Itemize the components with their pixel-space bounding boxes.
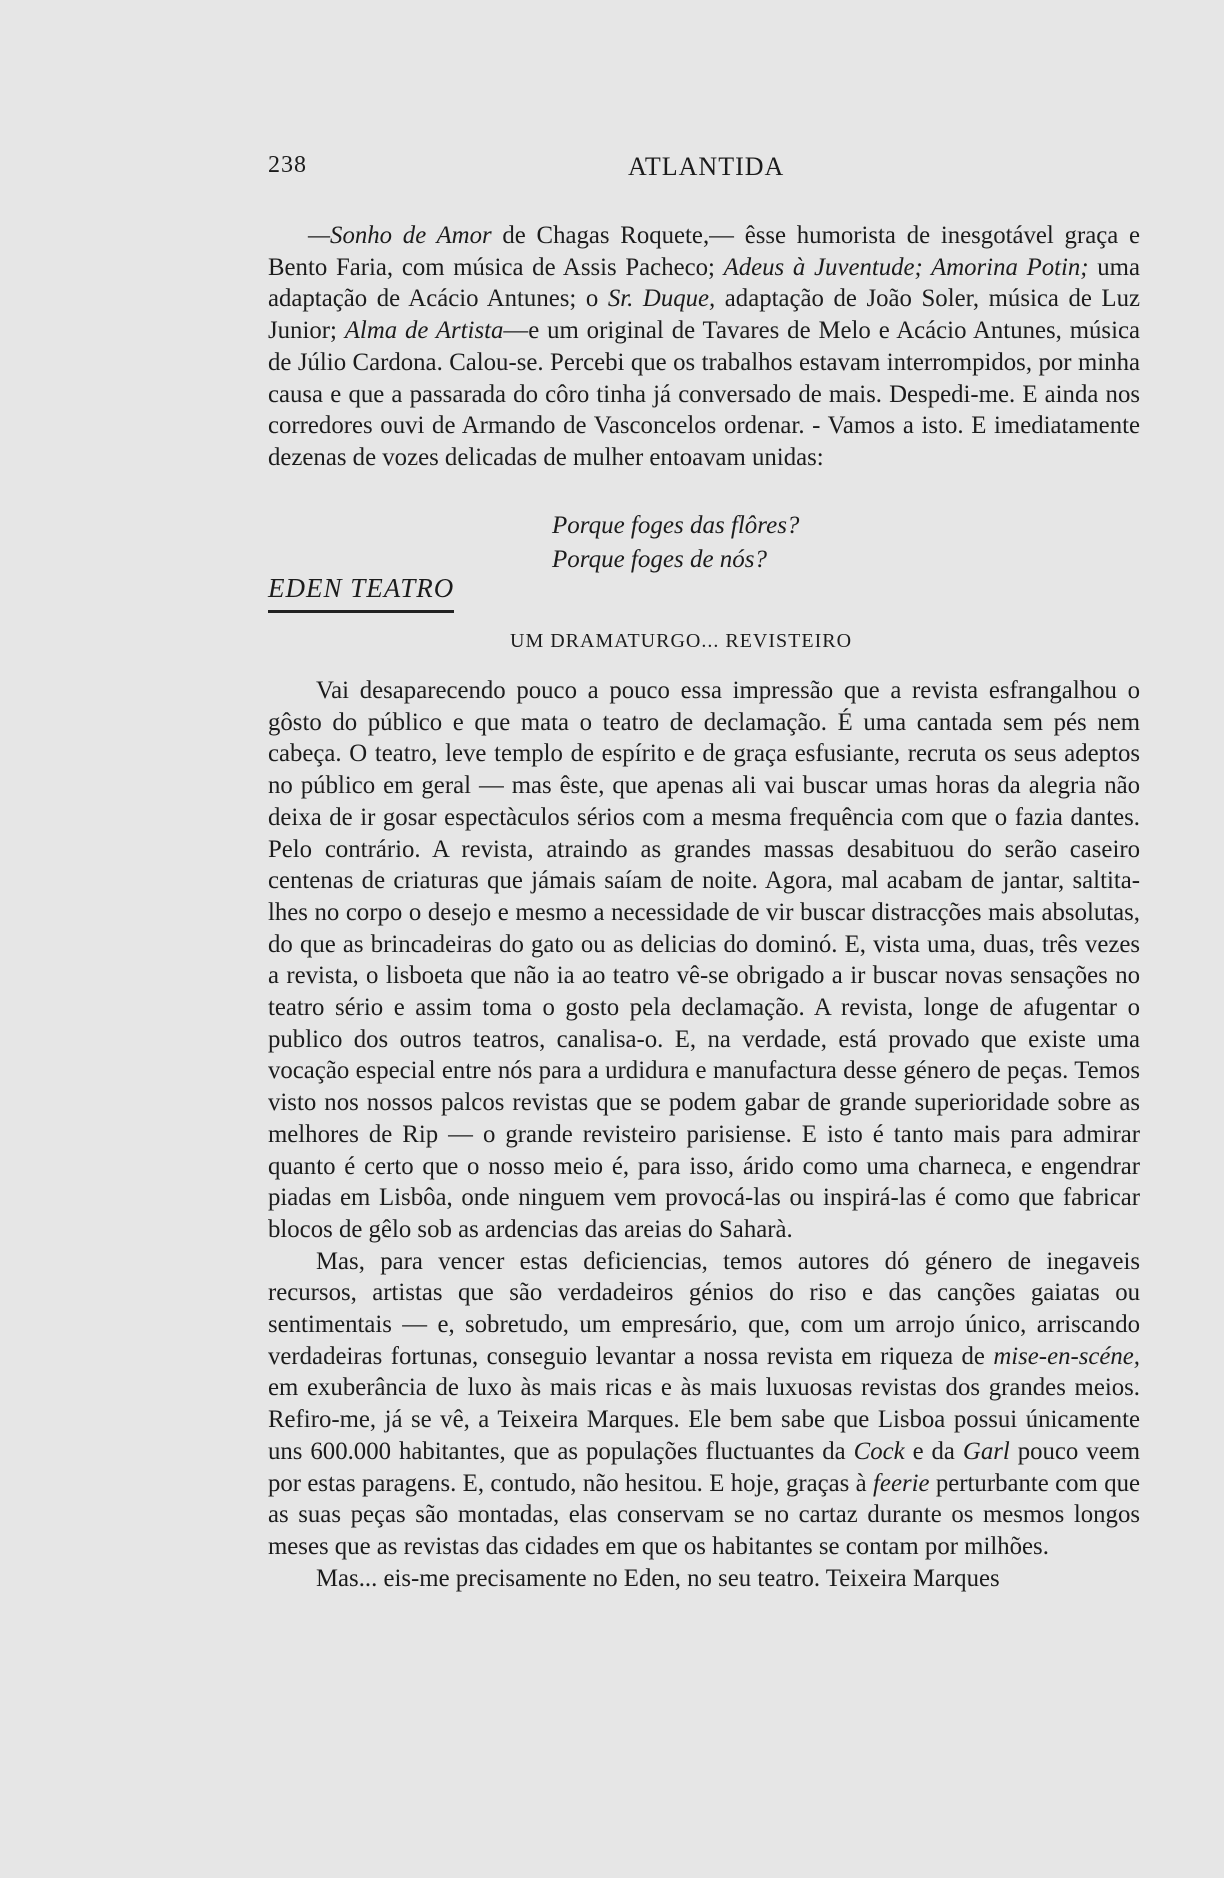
verse-line: Porque foges de nós? — [552, 546, 768, 573]
running-title: ATLANTIDA — [628, 152, 785, 181]
italic-term: mise-en-scéne, — [993, 1342, 1140, 1370]
text-run: perturbante com que as suas peças são montadas, elas conservam se no cartaz durante os mesmos longos meses que as revistas das cidades em que os habitantes se contam por milhões. — [268, 1469, 1141, 1560]
italic-term: Garl — [962, 1437, 1010, 1465]
intro-block — [268, 220, 1140, 474]
text-run: pouco veem por estas paragens. E, contudo, não hesitou. E hoje, graças à — [268, 1437, 1140, 1497]
italic-term: Cock — [853, 1437, 905, 1465]
work-title: Sr. Duque, — [607, 285, 716, 313]
text-run: em exuberância de luxo às mais ricas e às mais luxuosas revistas dos grandes meios. Refiro-me, já se vê, a Teixeira Marques. Ele bem sabe que Lisboa possui únicamente uns 600.000 habitantes, que as populações fluctuantes da — [268, 1374, 1140, 1465]
text-run: uma adaptação de Acácio Antunes; o — [268, 253, 1140, 313]
text-run: adaptação de João Soler, música de Luz Junior; — [268, 285, 1140, 345]
article-body — [268, 675, 1140, 1594]
text-run: de Chagas Roquete,— êsse humorista de inesgotável graça e Bento Faria, com música de Assis Pacheco; — [268, 222, 1140, 281]
work-title: —Sonho de Amor — [308, 222, 492, 249]
page-number: 238 — [268, 152, 307, 178]
verse-line: Porque foges das flôres? — [552, 512, 800, 539]
work-title: Alma de Artista — [344, 317, 504, 345]
song-verse — [552, 509, 799, 577]
text-run: Mas, para vencer estas deficiencias, temos autores dó género de inegaveis recursos, artistas que são verdadeiros génios do riso e das canções gaiatas ou sentimentais — e, sobretudo, um empresário, que, com um arrojo único, arriscando verdadeiras fortunas, conseguio levantar a nossa revista em riqueza de — [268, 1247, 1140, 1370]
page-header — [268, 152, 1138, 192]
text-run: e da — [904, 1437, 963, 1465]
section-title: EDEN TEATRO — [268, 573, 454, 613]
section-subheading: UM DRAMATURGO... REVISTEIRO — [510, 630, 853, 652]
text-run: Mas... eis-me precisamente no Eden, no seu teatro. Teixeira Marques — [316, 1564, 1000, 1592]
body-paragraph — [268, 1246, 1140, 1563]
intro-paragraph — [268, 220, 1140, 474]
text-run: —e um original de Tavares de Melo e Acácio Antunes, música de Júlio Cardona. Calou-se. Percebi que os trabalhos estavam interrompidos, por minha causa e que a passarada do côro tinha já conversado de mais. Despedi-me. E ainda nos corredores ouvi de Armando de Vasconcelos ordenar. - Vamos a isto. E imediatamente dezenas de vozes delicadas de mulher entoavam unidas: — [268, 317, 1140, 471]
body-paragraph — [268, 675, 1140, 1246]
body-paragraph — [268, 1563, 1140, 1595]
work-title: Adeus à Juventude; Amorina Potin; — [723, 253, 1089, 281]
italic-term: feerie — [873, 1469, 930, 1497]
text-run: Vai desaparecendo pouco a pouco essa impressão que a revista esfrangalhou o gôsto do público e que mata o teatro de declamação. É uma cantada sem pés nem cabeça. O teatro, leve templo de espírito e de graça esfusiante, recruta os seus adeptos no público em geral — mas êste, que apenas ali vai buscar umas horas da alegria não deixa de ir gosar espectàculos sérios com a mesma frequência com que o fazia dantes. Pelo contrário. A revista, atraindo as grandes massas desabituou do serão caseiro centenas de criaturas que jámais saíam de noite. Agora, mal acabam de jantar, saltita-lhes no corpo o desejo e mesmo a necessidade de vir buscar distracções mais absolutas, do que as brincadeiras do gato ou as delicias do dominó. E, vista uma, duas, três vezes a revista, o lisboeta que não ia ao teatro vê-se obrigado a ir buscar novas sensações no teatro sério e assim toma o gosto pela declamação. A revista, longe de afugentar o publico dos outros teatros, canalisa-o. E, na verdade, está provado que existe uma vocação especial entre nós para a urdidura e manufactura desse género de peças. Temos visto nos nossos palcos revistas que se podem gabar de grande superioridade sobre as melhores de Rip — o grande revisteiro parisiense. E isto é tanto mais para admirar quanto é certo que o nosso meio é, para isso, árido como uma charneca, e engendrar piadas em Lisbôa, onde ninguem vem provocá-las ou inspirá-las é como que fabricar blocos de gêlo sob as ardencias das areias do Saharà. — [268, 677, 1140, 1243]
